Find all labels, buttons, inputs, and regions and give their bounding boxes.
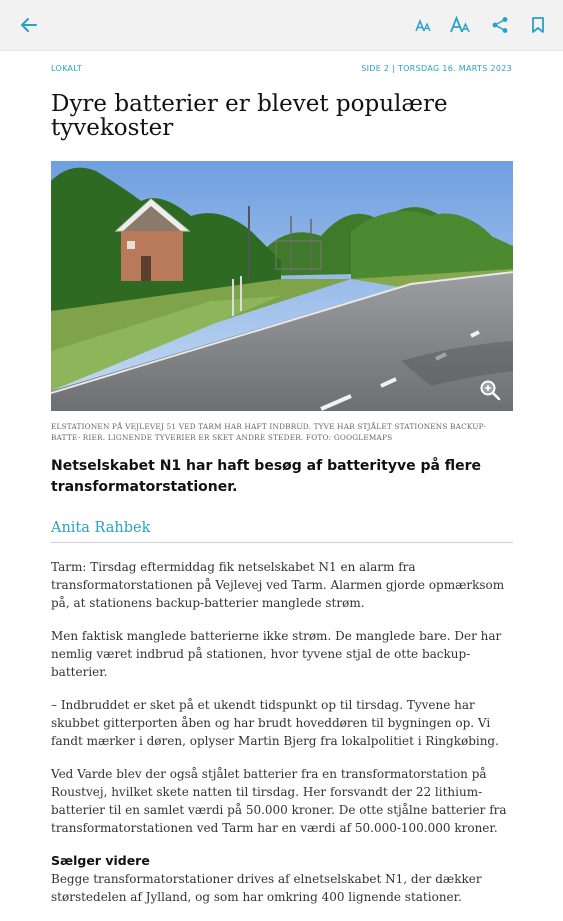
road-scene-image: [51, 161, 513, 411]
photo-caption: ELSTATIONEN PÅ VEJLEVEJ 51 VED TARM HAR HAFT INDBRUD. TYVE HAR STJÅLET STATIONENS BACKUP-BATTE- RIER. LIGNENDE TYVERIER ER SKET ANDRE STEDER. FOTO: GOOGLEMAPS: [51, 422, 487, 442]
page-date-label: SIDE 2 | TORSDAG 16. MARTS 2023: [361, 64, 512, 73]
font-increase-button[interactable]: [449, 13, 473, 37]
body-paragraph: Men faktisk manglede batterierne ikke strøm. De manglede bare. Der har nemlig været indbrud på stationen, hvor tyvene stjal de otte backup-batterier.: [51, 629, 502, 679]
text-size-small-icon: [414, 16, 434, 34]
section-label: LOKALT: [51, 64, 83, 73]
author-byline[interactable]: Anita Rahbek: [51, 520, 513, 543]
zoom-icon[interactable]: [479, 379, 501, 401]
arrow-left-icon: [20, 16, 38, 34]
article-lead: Netselskabet N1 har haft besøg af batterityve på flere transformatorstationer.: [51, 458, 482, 495]
article-photo[interactable]: [51, 161, 513, 411]
article-body: [51, 558, 513, 921]
article-headline: Dyre batterier er blevet populære tyvekoster: [51, 91, 448, 141]
share-button[interactable]: [488, 13, 512, 37]
body-paragraph: – Indbruddet er sket på et ukendt tidspunkt op til tirsdag. Tyvene har skubbet gitterporten åben og har brudt hoveddøren til bygningen op. Vi fandt mærker i døren, oplyser Martin Bjerg fra lokalpolitiet i Ringkøbing.: [51, 698, 499, 748]
subheading: Sælger videre: [51, 853, 150, 868]
top-toolbar: [0, 0, 563, 51]
article-meta: [51, 64, 512, 78]
body-paragraph: Begge transformatorstationer drives af elnetselskabet N1, der dækker størstedelen af Jylland, og som har omkring 400 lignende stationer.: [51, 872, 482, 904]
bookmark-button[interactable]: [526, 13, 550, 37]
font-decrease-button[interactable]: [412, 13, 436, 37]
share-icon: [491, 16, 509, 34]
bookmark-icon: [530, 16, 546, 34]
back-button[interactable]: [17, 13, 41, 37]
text-size-large-icon: [450, 15, 472, 35]
body-paragraph: Tarm: Tirsdag eftermiddag fik netselskabet N1 en alarm fra transformatorstationen på Vejlevej ved Tarm. Alarmen gjorde opmærksom på, at stationens backup-batterier manglede strøm.: [51, 560, 505, 610]
body-paragraph: Ved Varde blev der også stjålet batterier fra en transformatorstation på Roustvej, hvilket skete natten til tirsdag. Her forsvandt der 22 lithium-batterier til en samlet værdi på 50.000 kroner. De otte stjålne batterier fra transformatorstationen ved Tarm har en værdi af 50.000-100.000 kroner.: [51, 767, 507, 835]
